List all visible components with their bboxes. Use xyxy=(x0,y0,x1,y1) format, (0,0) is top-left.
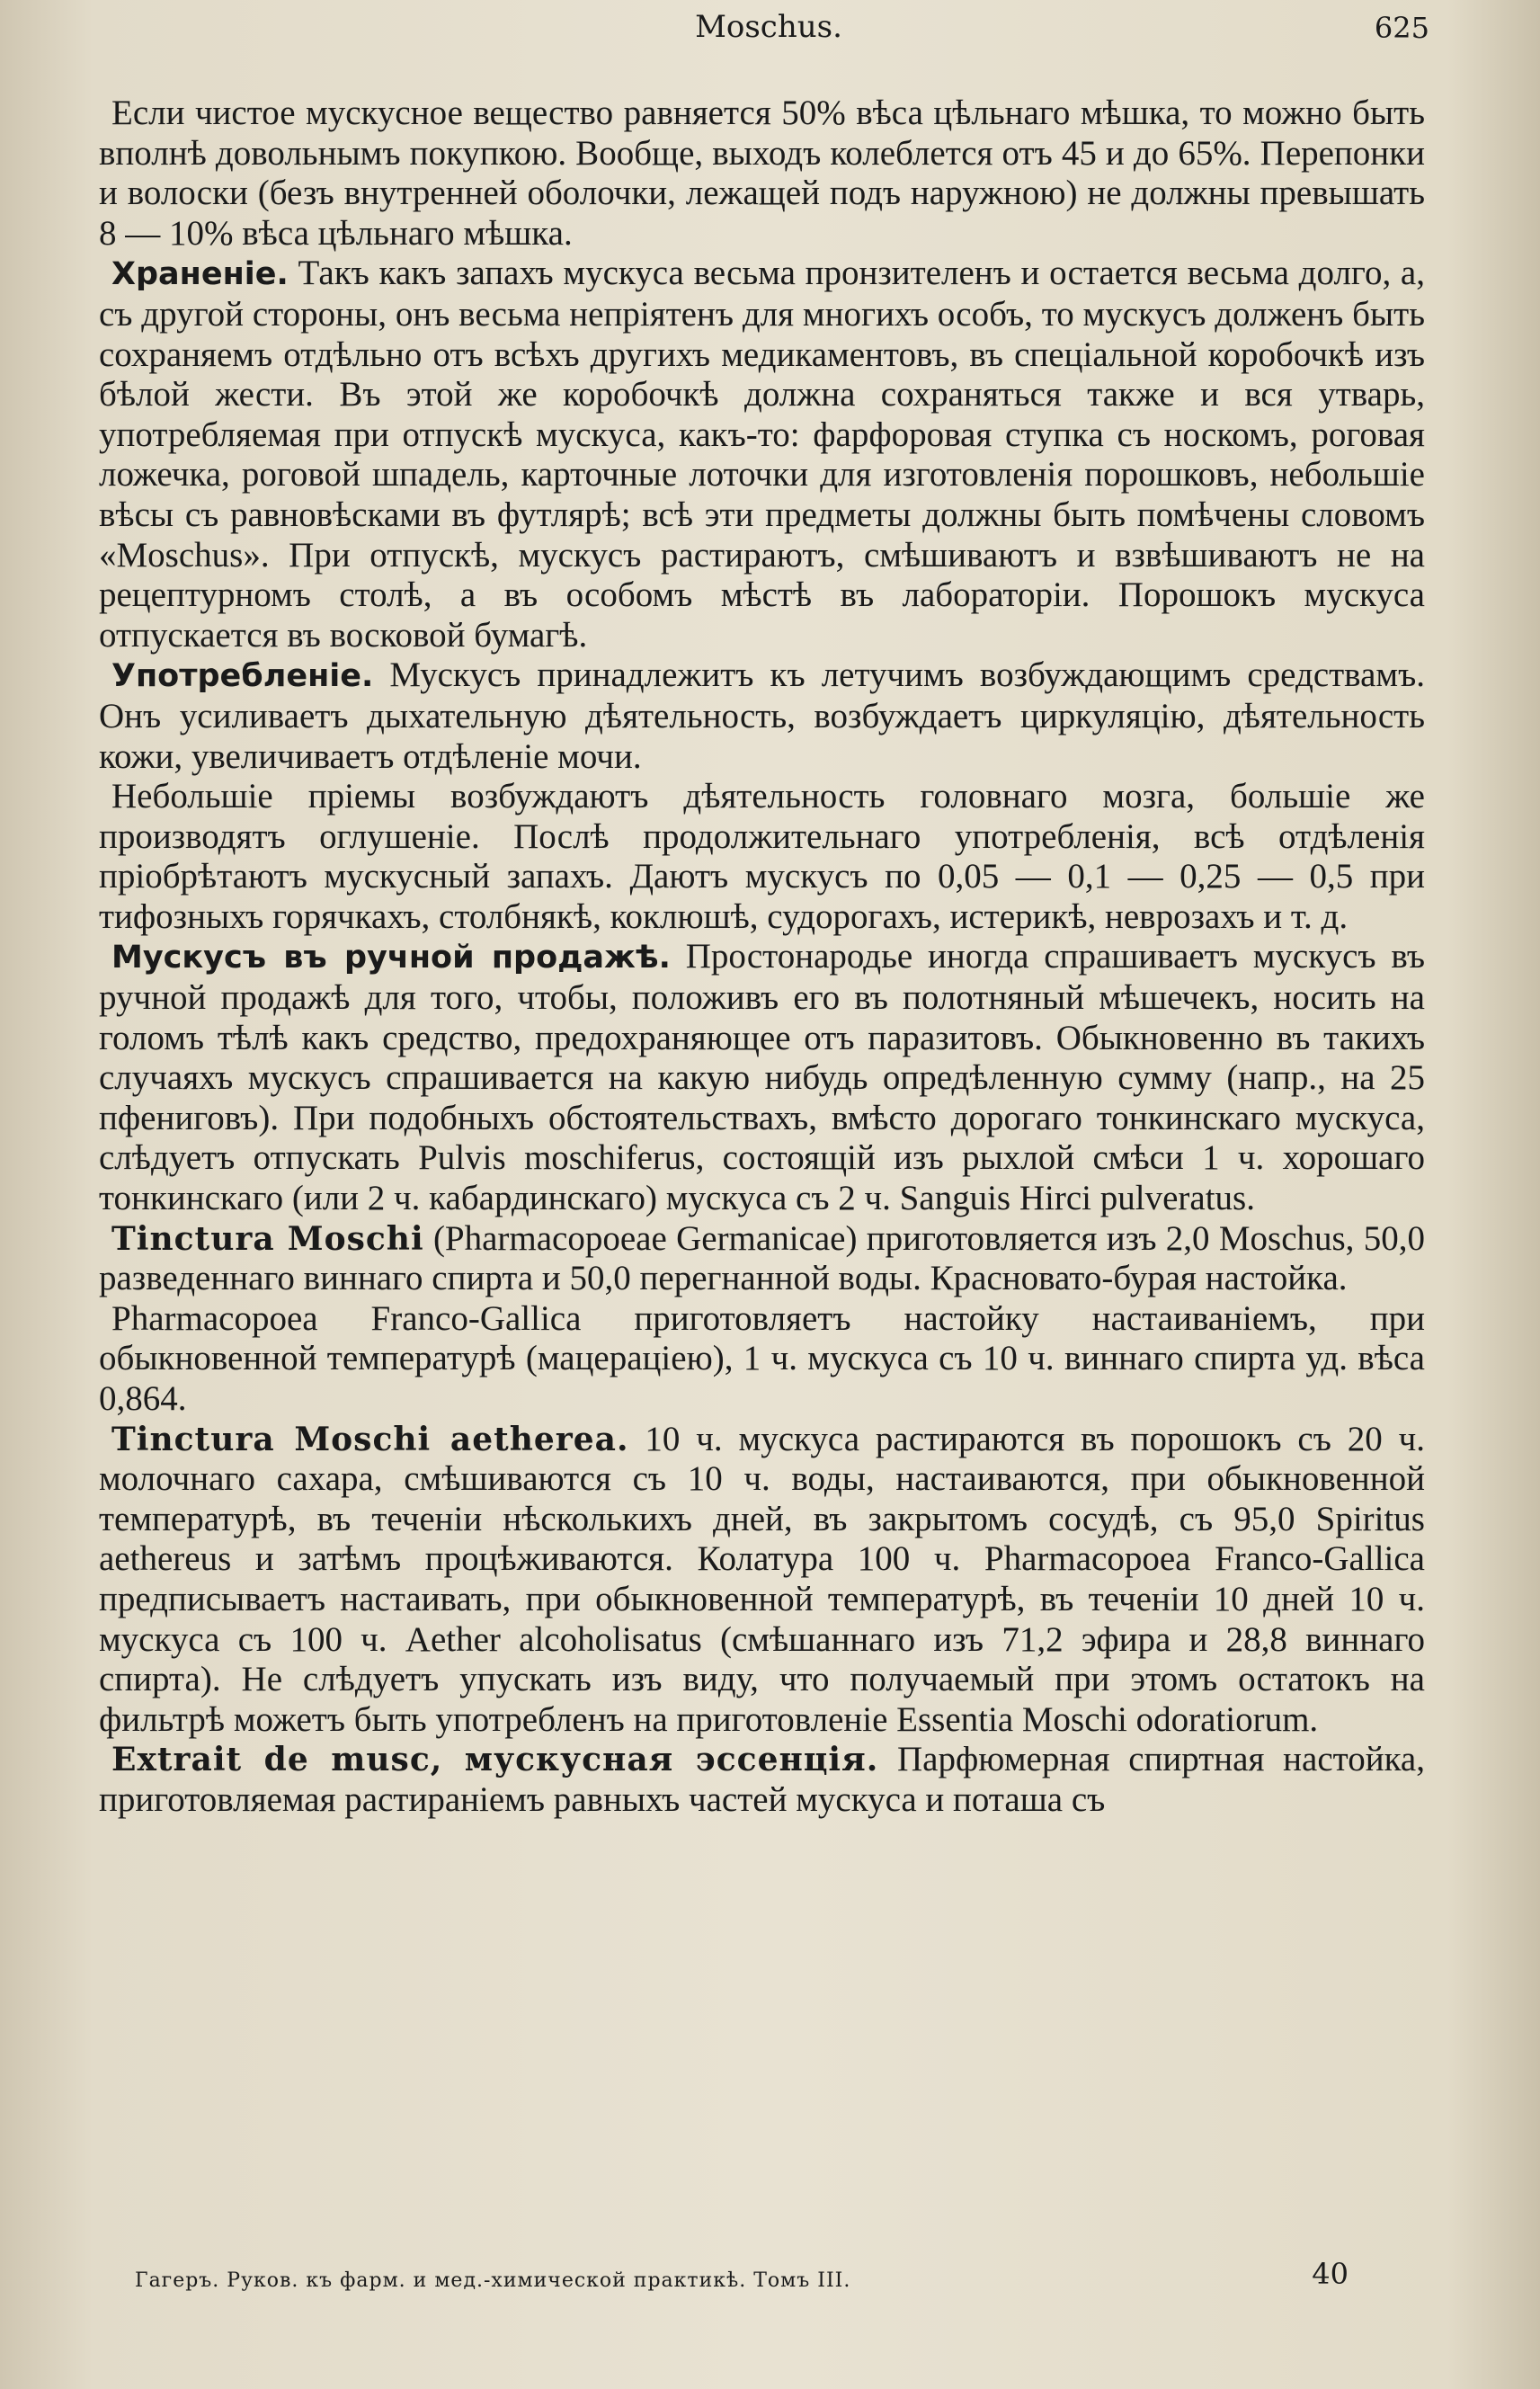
paragraph-usage xyxy=(99,655,1425,777)
page-number: 625 xyxy=(1374,11,1429,45)
section-heading-tinctura: Tinctura Moschi xyxy=(111,1219,424,1258)
paragraph-text: Такъ какъ запахъ мускуса весьма пронзителенъ и остается весьма долго, а, съ другой стороны, онъ весьма непріятенъ для многихъ особъ, то мускусъ долженъ быть сохраняемъ отдѣльно отъ всѣхъ другихъ медикаментовъ, въ спеціальной коробочкѣ изъ бѣлой жести. Въ этой же коробочкѣ должна сохраняться также и вся утварь, употребляемая при отпускѣ мускуса, какъ-то: фарфоровая ступка съ носкомъ, роговая ложечка, роговой шпадель, карточные лоточки для изготовленія порошковъ, небольшіе вѣсы съ равновѣсками въ футлярѣ; всѣ эти предметы должны быть помѣчены словомъ «Moschus». При отпускѣ, мускусъ растираютъ, смѣшиваютъ и взвѣшиваютъ не на рецептурномъ столѣ, а въ особомъ мѣстѣ въ лабораторіи. Порошокъ мускуса отпускается въ восковой бумагѣ. xyxy=(99,254,1425,655)
paragraph-text: Парфюмерная спиртная настойка, приготовляемая растираніемъ равныхъ частей мускуса и поташа съ xyxy=(99,1740,1425,1819)
paragraph-extrait xyxy=(99,1740,1425,1820)
paragraph-doses xyxy=(99,777,1425,937)
paragraph-tinctura-aetherea xyxy=(99,1420,1425,1741)
section-heading-extrait: Extrait de musc, мускусная эссенція. xyxy=(111,1741,879,1779)
body-text xyxy=(99,94,1425,1821)
section-heading-usage: Употребленіе. xyxy=(111,658,374,695)
signature-mark: 40 xyxy=(1312,2257,1349,2291)
page-header xyxy=(108,7,1429,52)
paragraph-text: Небольшіе пріемы возбуждаютъ дѣятельность головнаго мозга, большіе же производятъ оглушеніе. Послѣ продолжительнаго употребленія, всѣ отдѣленія пріобрѣтаютъ мускусный запахъ. Даютъ мускусъ по 0,05 — 0,1 — 0,25 — 0,5 при тифозныхъ горячкахъ, столбнякѣ, коклюшѣ, судорогахъ, истерикѣ, неврозахъ и т. д. xyxy=(99,777,1425,936)
page-footer xyxy=(135,2257,1349,2302)
paragraph-yield xyxy=(99,94,1425,254)
section-heading-retail: Мускусъ въ ручной продажѣ. xyxy=(111,940,671,976)
paragraph-text: Если чистое мускусное вещество равняется 50% вѣса цѣльнаго мѣшка, то можно быть вполнѣ довольнымъ покупкою. Вообще, выходъ колеблется отъ 45 и до 65%. Перепонки и волоски (безъ внутренней оболочки, лежащей подъ наружною) не должны превышать 8 — 10% вѣса цѣльнаго мѣшка. xyxy=(99,94,1425,253)
paragraph-text: 10 ч. мускуса растираются въ порошокъ съ 20 ч. молочнаго сахара, смѣшиваются съ 10 ч. воды, настаиваются, при обыкновенной температурѣ, въ теченіи нѣсколькихъ дней, въ закрытомъ сосудѣ, съ 95,0 Spiritus aethereus и затѣмъ процѣживаются. Колатура 100 ч. Pharmacopoea Franco-Gallica предписываетъ настаивать, при обыкновенной температурѣ, въ теченіи 10 дней 10 ч. мускуса съ 100 ч. Aether alcoholisatus (смѣшаннаго изъ 71,2 эфира и 28,8 виннаго спирта). Не слѣдуетъ упускать изъ виду, что получаемый при этомъ остатокъ на фильтрѣ можетъ быть употребленъ на приготовленіе Essentia Moschi odoratiorum. xyxy=(99,1419,1425,1739)
paragraph-text: (Pharmacopoeae Germanicae) приготовляется изъ 2,0 Moschus, 50,0 разведеннаго виннаго спирта и 50,0 перегнанной воды. Красновато-бурая настойка. xyxy=(99,1218,1425,1298)
section-heading-storage: Храненіе. xyxy=(111,256,289,293)
paragraph-retail xyxy=(99,937,1425,1218)
paragraph-tinctura-moschi xyxy=(99,1219,1425,1299)
running-title: Moschus. xyxy=(695,9,842,45)
paragraph-franco-gallica xyxy=(99,1299,1425,1420)
paragraph-text: Мускусъ принадлежитъ къ летучимъ возбуждающимъ средствамъ. Онъ усиливаетъ дыхательную дѣятельность, возбуждаетъ циркуляцію, дѣятельность кожи, увеличиваетъ отдѣленіе мочи. xyxy=(99,655,1425,776)
section-heading-tinctura-aetherea: Tinctura Moschi aetherea. xyxy=(111,1420,629,1458)
paragraph-text: Простонародье иногда спрашиваетъ мускусъ въ ручной продажѣ для того, чтобы, положивъ его въ полотняный мѣшечекъ, носить на голомъ тѣлѣ какъ средство, предохраняющее отъ паразитовъ. Обыкновенно въ такихъ случаяхъ мускусъ спрашивается на какую нибудь опредѣленную сумму (напр., на 25 пфениговъ). При подобныхъ обстоятельствахъ, вмѣсто дорогаго тонкинскаго мускуса, слѣдуетъ отпускать Pulvis moschiferus, состоящій изъ рыхлой смѣси 1 ч. хорошаго тонкинскаго (или 2 ч. кабардинскаго) мускуса съ 2 ч. Sanguis Hirci pulveratus. xyxy=(99,937,1425,1218)
footer-citation: Гагеръ. Руков. къ фарм. и мед.-химической практикѣ. Томъ III. xyxy=(135,2269,851,2292)
paragraph-text: Pharmacopoea Franco-Gallica приготовляетъ настойку настаиваніемъ, при обыкновенной температурѣ (мацераціею), 1 ч. мускуса съ 10 ч. виннаго спирта уд. вѣса 0,864. xyxy=(99,1298,1425,1418)
paragraph-storage xyxy=(99,254,1425,655)
